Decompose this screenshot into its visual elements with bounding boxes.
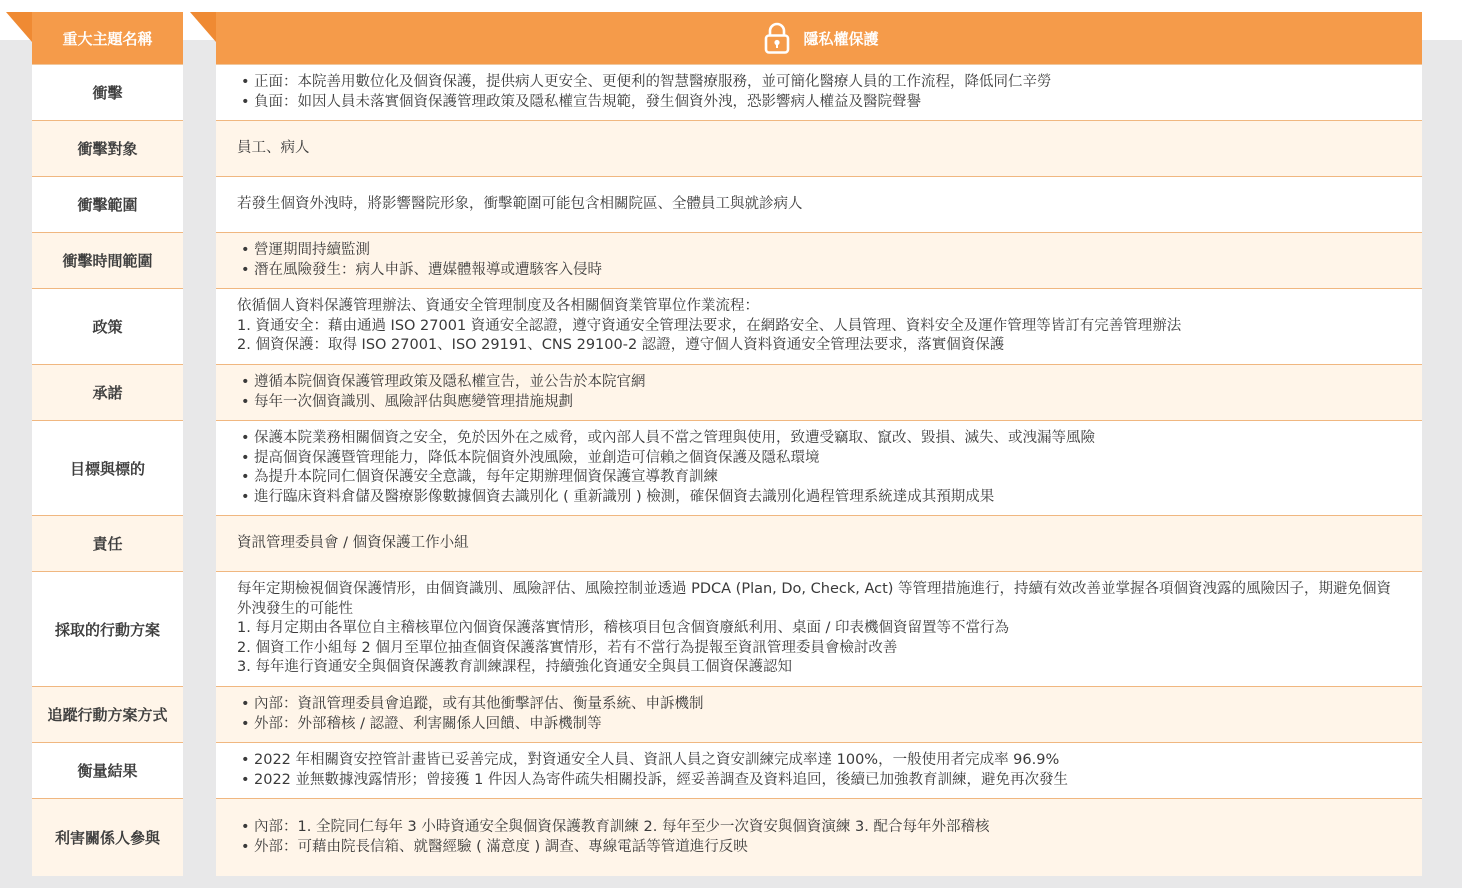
bullet-list <box>237 818 990 857</box>
row-content-tracking <box>216 687 1422 743</box>
bullet-list <box>237 373 646 412</box>
list-item: • 保護本院業務相關個資之安全，免於因外在之威脅，或內部人員不當之管理與使用，致遭受竊取、竄改、毀損、滅失、或洩漏等風險 <box>237 429 1095 449</box>
list-item: • 2022 年相關資安控管計畫皆已妥善完成，對資通安全人員、資訊人員之資安訓練完成率達 100%，一般使用者完成率 96.9% <box>237 751 1068 771</box>
header-tab-fold <box>190 12 216 42</box>
row-label-impact-scope: 衝擊範圍 <box>32 177 183 233</box>
text-block <box>237 580 1400 678</box>
text-line: 1. 資通安全：藉由通過 ISO 27001 資通安全認證，遵守資通安全管理法要求，在網路安全、人員管理、資料安全及運作管理等皆訂有完善管理辦法 <box>237 317 1182 334</box>
header-tab-fold <box>6 12 32 42</box>
text-line: 若發生個資外洩時，將影響醫院形象，衝擊範圍可能包含相關院區、全體員工與就診病人 <box>237 195 803 212</box>
text-line: 每年定期檢視個資保護情形，由個資識別、風險評估、風險控制並透過 PDCA (Plan, Do, Check, Act) 等管理措施進行，持續有效改善並掌握各項個資洩露的風險因子，期避免個資外洩發生的可能性 <box>237 581 1392 617</box>
row-content-commitment <box>216 365 1422 421</box>
text-line: 資訊管理委員會 / 個資保護工作小組 <box>237 534 469 551</box>
row-content-impact <box>216 65 1422 121</box>
row-label-impact-timeframe: 衝擊時間範圍 <box>32 233 183 289</box>
row-label-tracking: 追蹤行動方案方式 <box>32 687 183 743</box>
list-item: • 內部：1. 全院同仁每年 3 小時資通安全與個資保護教育訓練 2. 每年至少一次資安與個資演練 3. 配合每年外部稽核 <box>237 818 990 838</box>
row-content-responsibility <box>216 516 1422 572</box>
row-content-results <box>216 743 1422 799</box>
row-content-impact-scope <box>216 177 1422 233</box>
row-label-responsibility: 責任 <box>32 516 183 572</box>
privacy-header-title: 隱私權保護 <box>803 29 879 48</box>
row-content-impact-target <box>216 121 1422 177</box>
list-item: • 正面：本院善用數位化及個資保護，提供病人更安全、更便利的智慧醫療服務，並可簡化醫療人員的工作流程，降低同仁辛勞 <box>237 73 1052 93</box>
row-label-policy: 政策 <box>32 289 183 365</box>
text-line: 2. 個資工作小組每 2 個月至單位抽查個資保護落實情形，若有不當行為提報至資訊管理委員會檢討改善 <box>237 639 898 656</box>
row-content-impact-timeframe <box>216 233 1422 289</box>
text-line: 2. 個資保護：取得 ISO 27001、ISO 29191、CNS 29100-2 認證，遵守個人資料資通安全管理法要求，落實個資保護 <box>237 337 1005 354</box>
bullet-list <box>237 695 704 734</box>
row-content-policy <box>216 289 1422 365</box>
text-block <box>237 297 1181 356</box>
row-label-action-plan: 採取的行動方案 <box>32 572 183 687</box>
bullet-list <box>237 73 1052 112</box>
topic-name-header: 重大主題名稱 <box>32 12 183 65</box>
row-label-goals: 目標與標的 <box>32 421 183 516</box>
row-label-commitment: 承諾 <box>32 365 183 421</box>
list-item: • 2022 並無數據洩露情形；曾接獲 1 件因人為寄件疏失相關投訴，經妥善調查及資料追回，後續已加強教育訓練，避免再次發生 <box>237 771 1068 791</box>
topic-label-column <box>32 12 183 876</box>
list-item: • 潛在風險發生：病人申訴、遭媒體報導或遭駭客入侵時 <box>237 261 602 281</box>
row-label-stakeholders: 利害關係人參與 <box>32 799 183 876</box>
text-line: 3. 每年進行資通安全與個資保護教育訓練課程，持續強化資通安全與員工個資保護認知 <box>237 659 792 676</box>
list-item: • 營運期間持續監測 <box>237 241 602 261</box>
row-content-action-plan <box>216 572 1422 687</box>
bullet-list <box>237 429 1095 507</box>
row-label-results: 衡量結果 <box>32 743 183 799</box>
lock-icon <box>759 20 795 56</box>
list-item: • 內部：資訊管理委員會追蹤，或有其他衝擊評估、衡量系統、申訴機制 <box>237 695 704 715</box>
list-item: • 遵循本院個資保護管理政策及隱私權宣告，並公告於本院官網 <box>237 373 646 393</box>
row-content-stakeholders <box>216 799 1422 876</box>
list-item: • 進行臨床資料倉儲及醫療影像數據個資去識別化 ( 重新識別 ) 檢測，確保個資去識別化過程管理系統達成其預期成果 <box>237 488 1095 508</box>
bullet-list <box>237 241 602 280</box>
bullet-list <box>237 751 1068 790</box>
list-item: • 提高個資保護暨管理能力，降低本院個資外洩風險，並創造可信賴之個資保護及隱私環境 <box>237 449 1095 469</box>
list-item: • 外部：外部稽核 / 認證、利害關係人回饋、申訴機制等 <box>237 715 704 735</box>
list-item: • 負面：如因人員未落實個資保護管理政策及隱私權宣告規範，發生個資外洩，恐影響病人權益及醫院聲譽 <box>237 93 1052 113</box>
text-line: 1. 每月定期由各單位自主稽核單位內個資保護落實情形，稽核項目包含個資廢紙利用、桌面 / 印表機個資留置等不當行為 <box>237 620 1010 637</box>
content-column <box>216 12 1422 876</box>
privacy-header <box>216 12 1422 65</box>
text-line: 員工、病人 <box>237 139 310 156</box>
row-content-goals <box>216 421 1422 516</box>
text-line: 依循個人資料保護管理辦法、資通安全管理制度及各相關個資業管單位作業流程： <box>237 298 759 315</box>
list-item: • 為提升本院同仁個資保護安全意識，每年定期辦理個資保護宣導教育訓練 <box>237 468 1095 488</box>
list-item: • 每年一次個資識別、風險評估與應變管理措施規劃 <box>237 393 646 413</box>
row-label-impact: 衝擊 <box>32 65 183 121</box>
list-item: • 外部：可藉由院長信箱、就醫經驗 ( 滿意度 ) 調查、專線電話等管道進行反映 <box>237 838 990 858</box>
row-label-impact-target: 衝擊對象 <box>32 121 183 177</box>
